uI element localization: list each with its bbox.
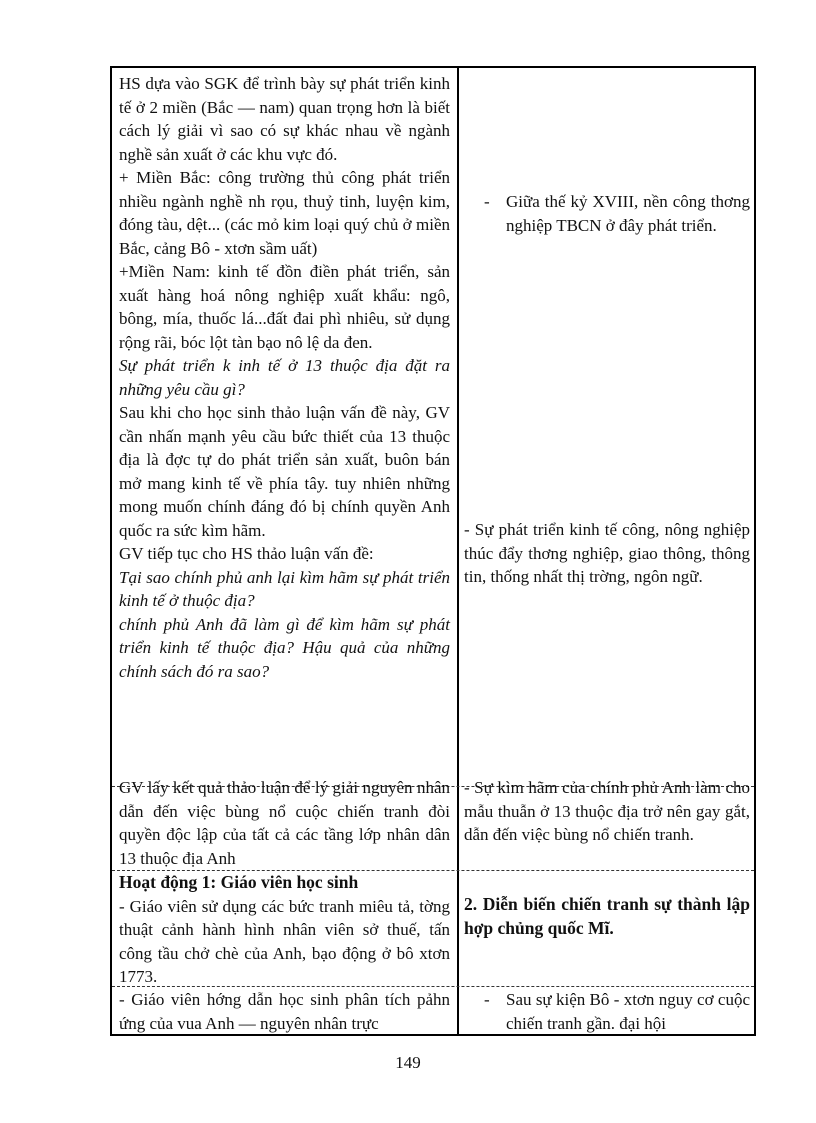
left-cell-middle <box>119 776 450 870</box>
right-cell-1 <box>464 190 750 237</box>
paragraph: +Miền Nam: kinh tế đồn điền phát triển, sản xuất hàng hoá nông nghiệp xuất khẩu: ngô, bông, mía, thuốc lá...đất đai phì nhiêu, sử dụng rộng rãi, bóc lột tàn bạo nô lệ da đen. <box>119 262 450 352</box>
left-cell-top <box>119 72 450 683</box>
right-cell-4 <box>464 893 750 940</box>
section-heading: 2. Diễn biến chiến tranh sự thành lập hợp chủng quốc Mĩ. <box>464 894 750 938</box>
column-divider <box>457 68 459 1034</box>
paragraph: - Sự kìm hãm của chính phủ Anh làm cho mẫu thuẫn ở 13 thuộc địa trở nên gay gắt, dẫn đến việc bùng nổ chiến tranh. <box>464 778 750 844</box>
paragraph: Sau khi cho học sinh thảo luận vấn đề này, GV cần nhấn mạnh yêu cầu bức thiết của 13 thuộc địa là đợc tự do phát triển sản xuất, buôn bán mở mang kinh tế về phía tây. tuy nhiên những mong muốn chính đáng đó bị chính quyền Anh quốc ra sức kìm hãm. <box>119 403 450 540</box>
paragraph: GV tiếp tục cho HS thảo luận vấn đề: <box>119 544 374 563</box>
list-item: - Sau sự kiện Bô - xtơn nguy cơ cuộc chiến tranh gần. đại hội <box>484 990 750 1033</box>
section-heading: Hoạt động 1: Giáo viên học sinh <box>119 872 359 892</box>
paragraph: - Giáo viên hớng dẫn học sinh phân tích pảhn ứng của vua Anh — nguyên nhân trực <box>119 990 450 1033</box>
paragraph: + Miền Bắc: công trường thủ công phát triển nhiều ngành nghề nh rọu, thuỷ tinh, luyện kim, đóng tàu, dệt... (các mỏ kim loại quý chủ ở miền Bắc, cảng Bô - xtơn sầm uất) <box>119 168 450 258</box>
question: chính phủ Anh đã làm gì để kìm hãm sự phát triển kinh tế thuộc địa? Hậu quả của những chính sách đó ra sao? <box>119 614 450 681</box>
question: Sự phát triển k inh tế ở 13 thuộc địa đặt ra những yêu cầu gì? <box>119 356 450 399</box>
paragraph: - Sự phát triển kinh tế công, nông nghiệp thúc đẩy thơng nghiệp, giao thông, thông tin, thống nhất thị trờng, ngôn ngữ. <box>464 520 750 586</box>
left-cell-bottom <box>119 988 450 1035</box>
list-item: - Giữa thế kỷ XVIII, nền công thơng nghiệp TBCN ở đây phát triển. <box>484 192 750 235</box>
bullet-dash: - <box>484 192 490 211</box>
page-number: 149 <box>395 1053 421 1072</box>
right-cell-2 <box>464 518 750 589</box>
right-cell-5 <box>464 988 750 1035</box>
paragraph: - Giáo viên sử dụng các bức tranh miêu tả, tờng thuật cảnh hành hình nhân viên sở thuế, tấn công tầu chở chè của Anh, bạo động ở bô xtơn 1773. <box>119 896 450 986</box>
right-cell-3 <box>464 776 750 847</box>
bullet-dash: - <box>484 990 490 1009</box>
paragraph: HS dựa vào SGK để trình bày sự phát triển kinh tế ở 2 miền (Bắc — nam) quan trọng hơn là biết cách lý giải vì sao có sự khác nhau về ngành nghề sản xuất ở các khu vực đó. <box>119 74 450 164</box>
paragraph: GV lấy kết quả thảo luận để lý giải nguyên nhân dẫn đến việc bùng nổ cuộc chiến tranh đòi quyền độc lập của tất cả các tầng lớp nhân dân 13 thuộc địa Anh <box>119 778 450 868</box>
left-cell-activity <box>119 871 450 989</box>
question: Tại sao chính phủ anh lại kìm hãm sự phát triển kinh tế ở thuộc địa? <box>119 567 450 610</box>
